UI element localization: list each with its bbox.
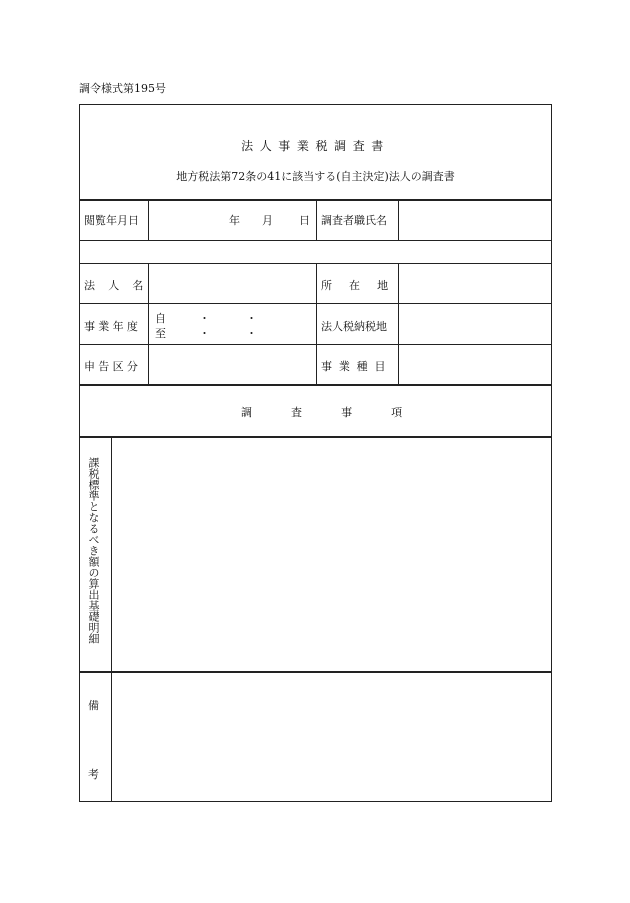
vline-row1-a <box>148 200 149 240</box>
form-title: 法人事業税調査書 <box>241 139 390 153</box>
date-month-label: 月 <box>262 214 273 227</box>
fiscal-from-label: 自 <box>155 312 166 325</box>
divider-row1-bottom <box>79 240 552 241</box>
vline-row1-b <box>316 200 317 240</box>
investigation-header: 調査事項 <box>241 406 442 419</box>
form-code: 調令様式第195号 <box>79 82 166 95</box>
label-location: 所在地 <box>321 279 406 292</box>
divider-row5-bottom <box>79 384 552 386</box>
remarks-label-top: 備 <box>88 699 99 712</box>
label-business-type: 事業種目 <box>321 360 393 373</box>
divider-investigation-bottom <box>79 436 552 438</box>
fiscal-from-dot-2: ・ <box>246 312 257 325</box>
vline-left-label <box>111 437 112 802</box>
date-day-label: 日 <box>299 214 310 227</box>
label-corporation-name: 法人名 <box>84 279 157 292</box>
label-fiscal-year: 事業年度 <box>84 320 142 333</box>
fiscal-to-label: 至 <box>155 327 166 340</box>
label-tax-place: 法人税納税地 <box>321 320 387 333</box>
label-inspection-date: 閲覧年月日 <box>84 214 139 227</box>
label-inspector-name: 調査者職氏名 <box>321 214 387 227</box>
fiscal-from-dot-1: ・ <box>199 312 210 325</box>
divider-basis-bottom <box>79 671 552 673</box>
remarks-label-bottom: 考 <box>88 768 99 781</box>
fiscal-to-dot-1: ・ <box>199 327 210 340</box>
date-year-label: 年 <box>229 214 240 227</box>
vline-row1-c <box>398 200 399 240</box>
form-subtitle: 地方税法第72条の41に該当する(自主決定)法人の調査書 <box>176 170 455 183</box>
label-filing-category: 申告区分 <box>84 360 142 373</box>
basis-calculation-label: 課税標準となるべき額の算出基礎明細 <box>87 457 100 644</box>
vline-rows-b <box>316 263 317 384</box>
fiscal-to-dot-2: ・ <box>246 327 257 340</box>
